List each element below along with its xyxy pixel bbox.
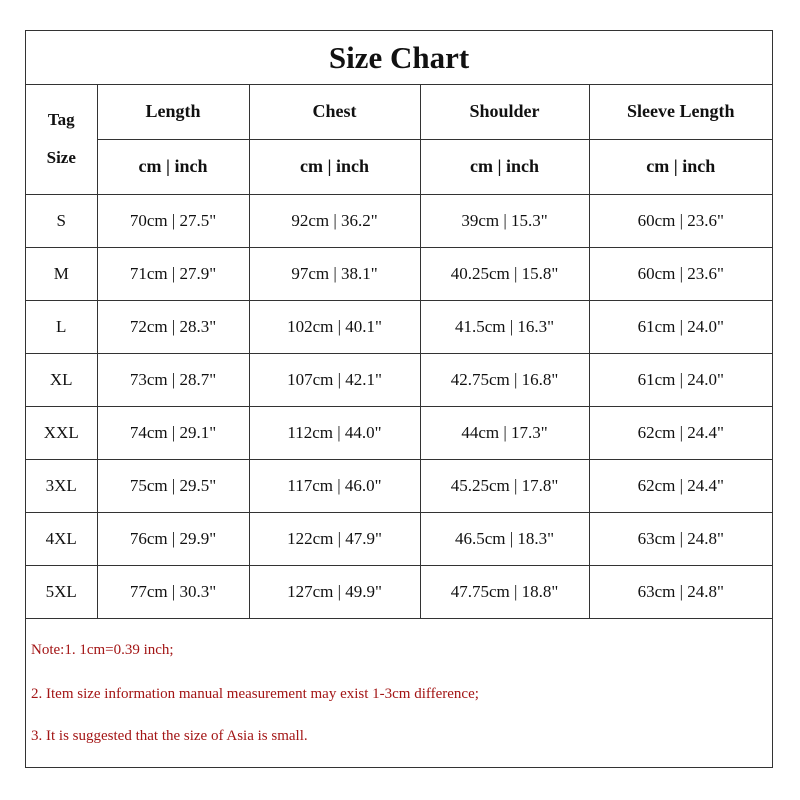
sleeve-length-cell: 61cm | 24.0" bbox=[589, 300, 772, 353]
size-cell: XL bbox=[26, 353, 97, 406]
note-line: 2. Item size information manual measurement may exist 1-3cm difference; bbox=[31, 686, 479, 702]
chest-cell: 122cm | 47.9" bbox=[249, 512, 420, 565]
shoulder-cell: 44cm | 17.3" bbox=[420, 406, 589, 459]
table-row bbox=[26, 300, 772, 353]
chest-cell: 107cm | 42.1" bbox=[249, 353, 420, 406]
length-cell: 70cm | 27.5" bbox=[97, 194, 249, 247]
column-header-length: Length bbox=[97, 85, 249, 139]
shoulder-cell: 40.25cm | 15.8" bbox=[420, 247, 589, 300]
note-line: Note:1. 1cm=0.39 inch; bbox=[31, 642, 174, 658]
shoulder-cell: 45.25cm | 17.8" bbox=[420, 459, 589, 512]
length-cell: 76cm | 29.9" bbox=[97, 512, 249, 565]
unit-header-shoulder: cm | inch bbox=[420, 139, 589, 194]
size-cell: S bbox=[26, 194, 97, 247]
notes-section bbox=[26, 620, 772, 767]
column-header-shoulder: Shoulder bbox=[420, 85, 589, 139]
note-line: 3. It is suggested that the size of Asia is small. bbox=[31, 728, 308, 744]
length-cell: 71cm | 27.9" bbox=[97, 247, 249, 300]
length-cell: 73cm | 28.7" bbox=[97, 353, 249, 406]
chest-cell: 92cm | 36.2" bbox=[249, 194, 420, 247]
shoulder-cell: 39cm | 15.3" bbox=[420, 194, 589, 247]
tag-size-header bbox=[26, 85, 97, 194]
column-header-chest: Chest bbox=[249, 85, 420, 139]
column-header-sleeve-length: Sleeve Length bbox=[589, 85, 772, 139]
tag-size-header-line2: Size bbox=[46, 148, 76, 168]
table-row bbox=[26, 459, 772, 512]
sleeve-length-cell: 60cm | 23.6" bbox=[589, 247, 772, 300]
page-title: Size Chart bbox=[26, 31, 772, 85]
unit-header-sleeve-length: cm | inch bbox=[589, 139, 772, 194]
sleeve-length-cell: 62cm | 24.4" bbox=[589, 406, 772, 459]
sleeve-length-cell: 63cm | 24.8" bbox=[589, 565, 772, 618]
table-row bbox=[26, 512, 772, 565]
tag-size-header-line1: Tag bbox=[47, 110, 75, 130]
shoulder-cell: 41.5cm | 16.3" bbox=[420, 300, 589, 353]
size-cell: M bbox=[26, 247, 97, 300]
length-cell: 72cm | 28.3" bbox=[97, 300, 249, 353]
chest-cell: 112cm | 44.0" bbox=[249, 406, 420, 459]
length-cell: 77cm | 30.3" bbox=[97, 565, 249, 618]
unit-row bbox=[26, 139, 772, 194]
chest-cell: 127cm | 49.9" bbox=[249, 565, 420, 618]
shoulder-cell: 46.5cm | 18.3" bbox=[420, 512, 589, 565]
unit-header-length: cm | inch bbox=[97, 139, 249, 194]
header-row bbox=[26, 85, 772, 139]
size-table bbox=[26, 85, 772, 619]
table-row bbox=[26, 565, 772, 618]
table-row bbox=[26, 406, 772, 459]
sleeve-length-cell: 63cm | 24.8" bbox=[589, 512, 772, 565]
size-cell: 5XL bbox=[26, 565, 97, 618]
size-chart-frame bbox=[25, 30, 773, 768]
table-row bbox=[26, 247, 772, 300]
sleeve-length-cell: 61cm | 24.0" bbox=[589, 353, 772, 406]
size-cell: 4XL bbox=[26, 512, 97, 565]
unit-header-chest: cm | inch bbox=[249, 139, 420, 194]
table-row bbox=[26, 353, 772, 406]
sleeve-length-cell: 60cm | 23.6" bbox=[589, 194, 772, 247]
chest-cell: 117cm | 46.0" bbox=[249, 459, 420, 512]
shoulder-cell: 42.75cm | 16.8" bbox=[420, 353, 589, 406]
sleeve-length-cell: 62cm | 24.4" bbox=[589, 459, 772, 512]
chest-cell: 97cm | 38.1" bbox=[249, 247, 420, 300]
length-cell: 75cm | 29.5" bbox=[97, 459, 249, 512]
length-cell: 74cm | 29.1" bbox=[97, 406, 249, 459]
chest-cell: 102cm | 40.1" bbox=[249, 300, 420, 353]
size-cell: L bbox=[26, 300, 97, 353]
size-cell: XXL bbox=[26, 406, 97, 459]
table-row bbox=[26, 194, 772, 247]
size-cell: 3XL bbox=[26, 459, 97, 512]
shoulder-cell: 47.75cm | 18.8" bbox=[420, 565, 589, 618]
